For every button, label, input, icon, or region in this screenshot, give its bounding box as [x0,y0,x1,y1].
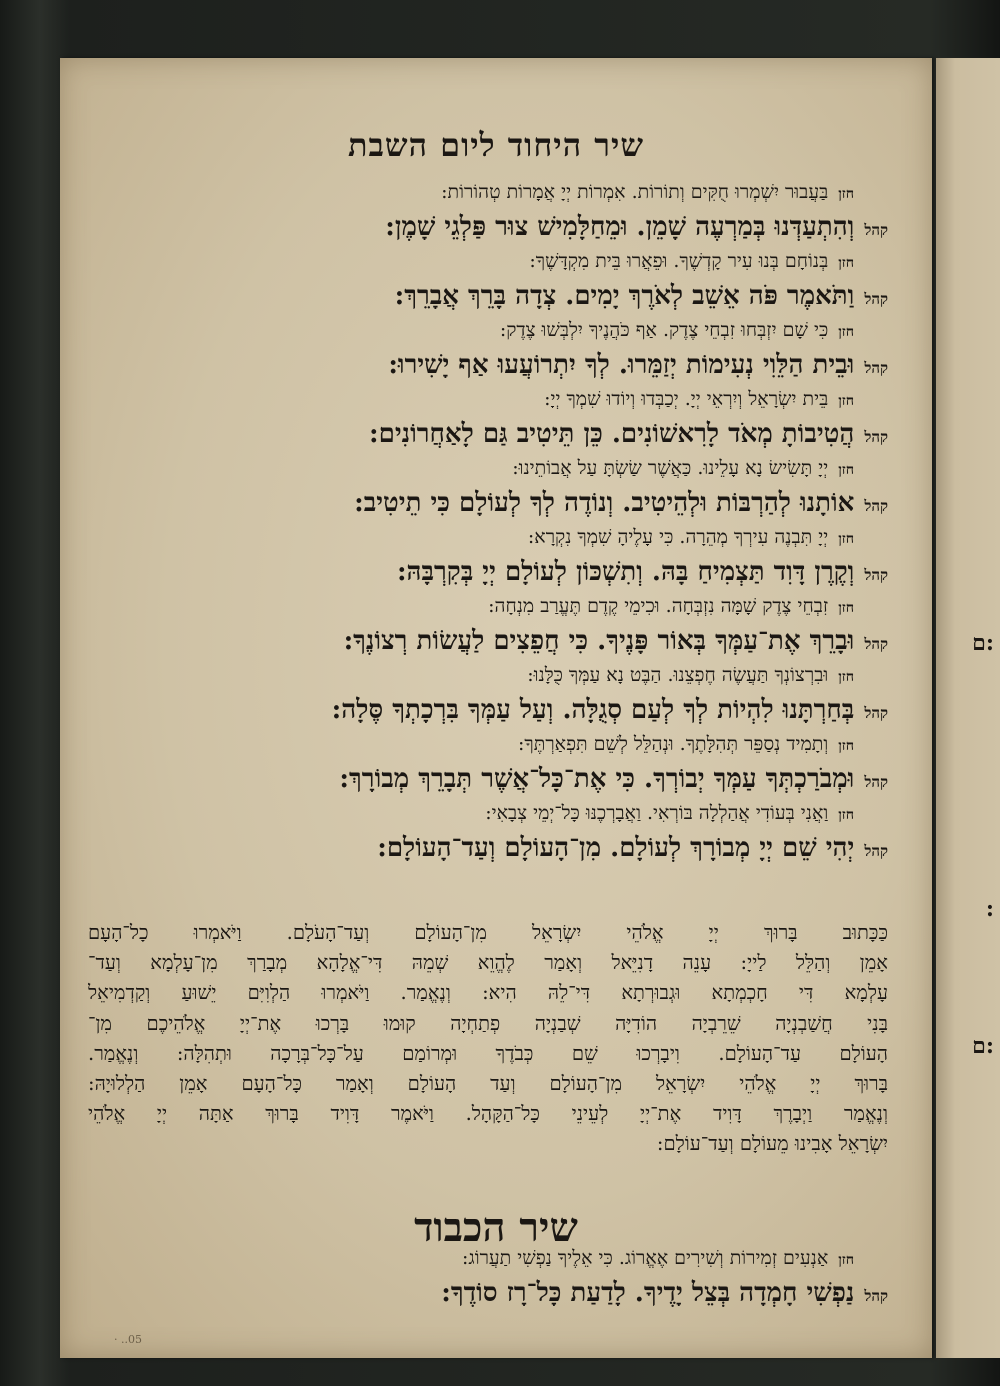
line-text: יְהִי שֵׁם יְיָ מְבוֹרָךְ לְעוֹלָם. מִן־הָעוֹלָם וְעַד־הָעוֹלָם: [377,833,855,863]
song-title: שיר הכבוד [414,1204,578,1251]
speaker-label: חזן [838,738,854,754]
hazan-line [88,314,888,347]
speaker-label: קהל [864,566,888,584]
line-text: בַּעֲבוּר יִשְׁמְרוּ חֻקִּים וְתוֹרוֹת. אִמְרוֹת יְיָ אֲמָרוֹת טְהוֹרוֹת: [441,181,829,203]
closing-paragraph [88,918,888,1160]
line-text: יְיָ תִּבְנֶה עִירְךָ מְהֵרָה. כִּי עָלֶיהָ שִׁמְךָ נִקְרָא: [527,526,829,548]
paragraph-line: וְנֶאֱמַר וַיְבָרֶךְ דָּוִיד אֶת־יְיָ לְעֵינֵי כָּל־הַקָּהָל. וַיֹּאמֶר דָּוִיד בָּרוּךְ אַתָּה יְיָ אֱלֹהֵי [88,1102,888,1126]
next-page-edge [936,58,1000,1358]
speaker-label: חזן [838,324,854,340]
line-text: אַנְעִים זְמִירוֹת וְשִׁירִים אֶאֱרוֹג. כִּי אֵלֶיךָ נַפְשִׁי תַעֲרוֹג: [462,1247,829,1269]
speaker-label: קהל [864,428,888,446]
line-text: וְתָמִיד נְסַפֵּר תְּהִלָּתֶךָ. וּנְהַלֵּל לְשֵׁם תִּפְאַרְתֶּךָ: [518,733,829,755]
kahal-line [88,416,888,452]
speaker-label: קהל [864,842,888,860]
hazan-line [88,245,888,278]
song-title: שיר היחוד ליום השבת [347,126,644,164]
speaker-label: חזן [838,807,854,823]
kahal-line [88,1275,888,1311]
kahal-line [88,485,888,521]
line-text: וְהִתְעַדְּנוּ בְּמַרְעֶה שָׁמֵן. וּמֵחַלָּמִישׁ צוּר פַּלְגֵי שָׁמֶן: [385,212,855,242]
line-text: זִבְחֵי צֶדֶק שָׁמָּה נִזְבְּחָה. וּכִימֵי קֶדֶם תֶּעֱרַב מִנְחָה: [488,595,829,617]
kahal-line [88,692,888,728]
hazan-line [88,176,888,209]
speaker-label: קהל [864,359,888,377]
paragraph-line: כַּכָּתוּב בָּרוּךְ יְיָ אֱלֹהֵי יִשְׂרָאֵל מִן־הָעוֹלָם וְעַד־הָעֹלָם. וַיֹּאמְרוּ כָל־הָעָם [88,921,888,944]
speaker-label: חזן [838,462,854,478]
line-text: אוֹתָנוּ לְהַרְבּוֹת וּלְהֵיטִיב. וְנוֹדֶה לְךָ לְעוֹלָם כִּי תֵיטִיב: [354,488,855,518]
line-text: וַתֹּאמֶר פֹּה אֵשֵׁב לְאֹרֶךְ יָמִים. צְדָה בָּרֵךְ אֲבָרֵךְ: [394,281,855,311]
line-text: יְיָ תָּשִׂישׂ נָא עָלֵינוּ. כַּאֲשֶׁר שַׂשְׂתָּ עַל אֲבוֹתֵינוּ: [512,457,829,479]
hazan-line [88,659,888,692]
line-text: בְּחַרְתָּנוּ לִהְיוֹת לְךָ לְעַם סְגֻלָּה. וְעַל עַמְּךָ בִּרְכָתְךָ סֶּלָה: [331,695,855,725]
paragraph-line: יִשְׂרָאֵל אָבִינוּ מֵעוֹלָם וְעַד־עוֹלָם: [656,1132,888,1156]
line-text: וּמְבֹרַכְתְּךָ עַמְּךָ יְבוֹרְךָ. כִּי אֶת־כָּל־אֲשֶׁר תְּבָרֵךְ מְבוֹרָךְ: [339,764,855,794]
kahal-line [88,761,888,797]
line-text: וַאֲנִי בְּעוֹדִי אֲהַלְלָה בּוֹרְאִי. וַאֲבָרְכֶנּוּ כָּל־יְמֵי צְבָאִי: [485,802,829,824]
line-text: הֲטִיבוֹתָ מְאֹד לָרִאשׁוֹנִים. כֵּן תֵּיטִיב גַּם לָאַחֲרוֹנִים: [369,419,855,449]
speaker-label: חזן [838,186,854,202]
kahal-line [88,830,888,866]
speaker-label: חזן [838,669,854,685]
line-text: וּבָרֵךְ אֶת־עַמְּךָ בְּאוֹר פָּנֶיךָ. כִּי חֲפֵצִים לַעֲשׂוֹת רְצוֹנֶךָ: [343,626,855,656]
speaker-label: קהל [864,1287,888,1305]
kahal-line [88,209,888,245]
speaker-label: חזן [838,600,854,616]
kahal-line [88,554,888,590]
speaker-label: חזן [838,255,854,271]
song-lines [88,176,888,866]
line-text: נַפְשִׁי חָמְדָה בְּצֵל יָדֶיךָ. לָדַעַת כָּל־רָז סוֹדֶךָ: [441,1278,855,1308]
book-page [60,58,932,1358]
line-text: וְקֶרֶן דָּוִד תַּצְמִיחַ בָּהּ. וְתִשְׁכּוֹן לְעוֹלָם יְיָ בְּקִרְבָּהּ: [396,557,855,587]
edge-text: :ם [972,1033,994,1059]
speaker-label: קהל [864,497,888,515]
line-text: וּבִרְצוֹנְךָ תַּעֲשֶׂה חֶפְצֵנוּ. הַבֶּט נָא עַמְּךָ כֻּלָּנוּ: [527,664,829,686]
paragraph-line: בָּנִי חֲשַׁבְנְיָה שֵׁרֵבְיָה הוֹדִיָּה שְׁבַנְיָה פְתַחְיָה קוּמוּ בָּרְכוּ אֶת־יְיָ אֱלֹהֵיכֶם מִן־ [88,1011,888,1035]
song-lines [88,1242,888,1311]
edge-text: :ם [972,630,994,656]
speaker-label: חזן [838,393,854,409]
kahal-line [88,623,888,659]
line-text: בֵּית יִשְׂרָאֵל וְיִרְאֵי יְיָ. יְכַבְּדוּ וְיוֹדוּ שִׁמְךָ יְיָ: [544,388,829,410]
kahal-line [88,347,888,383]
edge-text: : [985,896,994,922]
line-text: כִּי שָׁם יִזְבְּחוּ זִבְחֵי צֶדֶק. אַף כֹּהֲנֶיךָ יִלְבְּשׁוּ צֶדֶק: [499,319,829,341]
line-text: בְּנוֹחָם בְּנוּ עִיר קָדְשֶׁךָ. וּפֵאֲרוּ בֵּית מִקְדָּשֶׁךָ: [529,250,829,272]
paragraph-line: עָלְמָא דִּי חָכְמְתָא וּגְבוּרְתָא דִּי־לֵהּ הִיא: וְנֶאֱמַר. וַיֹּאמְרוּ הַלְוִיִּם יֵשׁוּעַ וְקַדְמִיאֵל [88,981,888,1005]
hazan-line [88,728,888,761]
speaker-label: קהל [864,290,888,308]
paragraph-line: הָעוֹלָם עַד־הָעוֹלָם. וִיבָרְכוּ שֵׁם כְּבֹדֶךָ וּמְרוֹמַם עַל־כָּל־בְּרָכָה וּתְהִלָּה: וְנֶאֱמַר. [88,1041,888,1065]
paragraph-line: אָמֵן וְהַלֵּל לַייָ: עָנֵה דָנִיֵּאל וְאָמַר לֶהֱוֵא שְׁמֵהּ דִּי־אֱלָהָא מְבָרַךְ מִן־עָלְמָא וְעַד־ [88,951,888,975]
hazan-line [88,521,888,554]
hazan-line [88,1242,888,1275]
line-text: וּבֵית הַלֵּוִי נְעִימוֹת יְזַמֵּרוּ. לְךָ יִתְרוֹעֲעוּ אַף יָשִׁירוּ: [388,350,855,380]
hazan-line [88,590,888,623]
kahal-line [88,278,888,314]
paragraph-line: בָּרוּךְ יְיָ אֱלֹהֵי יִשְׂרָאֵל מִן־הָעוֹלָם וְעַד הָעוֹלָם וְאָמַר כָּל־הָעָם אָמֵן הַלְלוּיָהּ: [88,1071,888,1095]
speaker-label: קהל [864,635,888,653]
page-smudge-mark: · ..05 [114,1333,142,1346]
hazan-line [88,383,888,416]
speaker-label: קהל [864,704,888,722]
speaker-label: קהל [864,221,888,239]
hazan-line [88,452,888,485]
speaker-label: קהל [864,773,888,791]
hazan-line [88,797,888,830]
speaker-label: חזן [838,1252,854,1268]
speaker-label: חזן [838,531,854,547]
